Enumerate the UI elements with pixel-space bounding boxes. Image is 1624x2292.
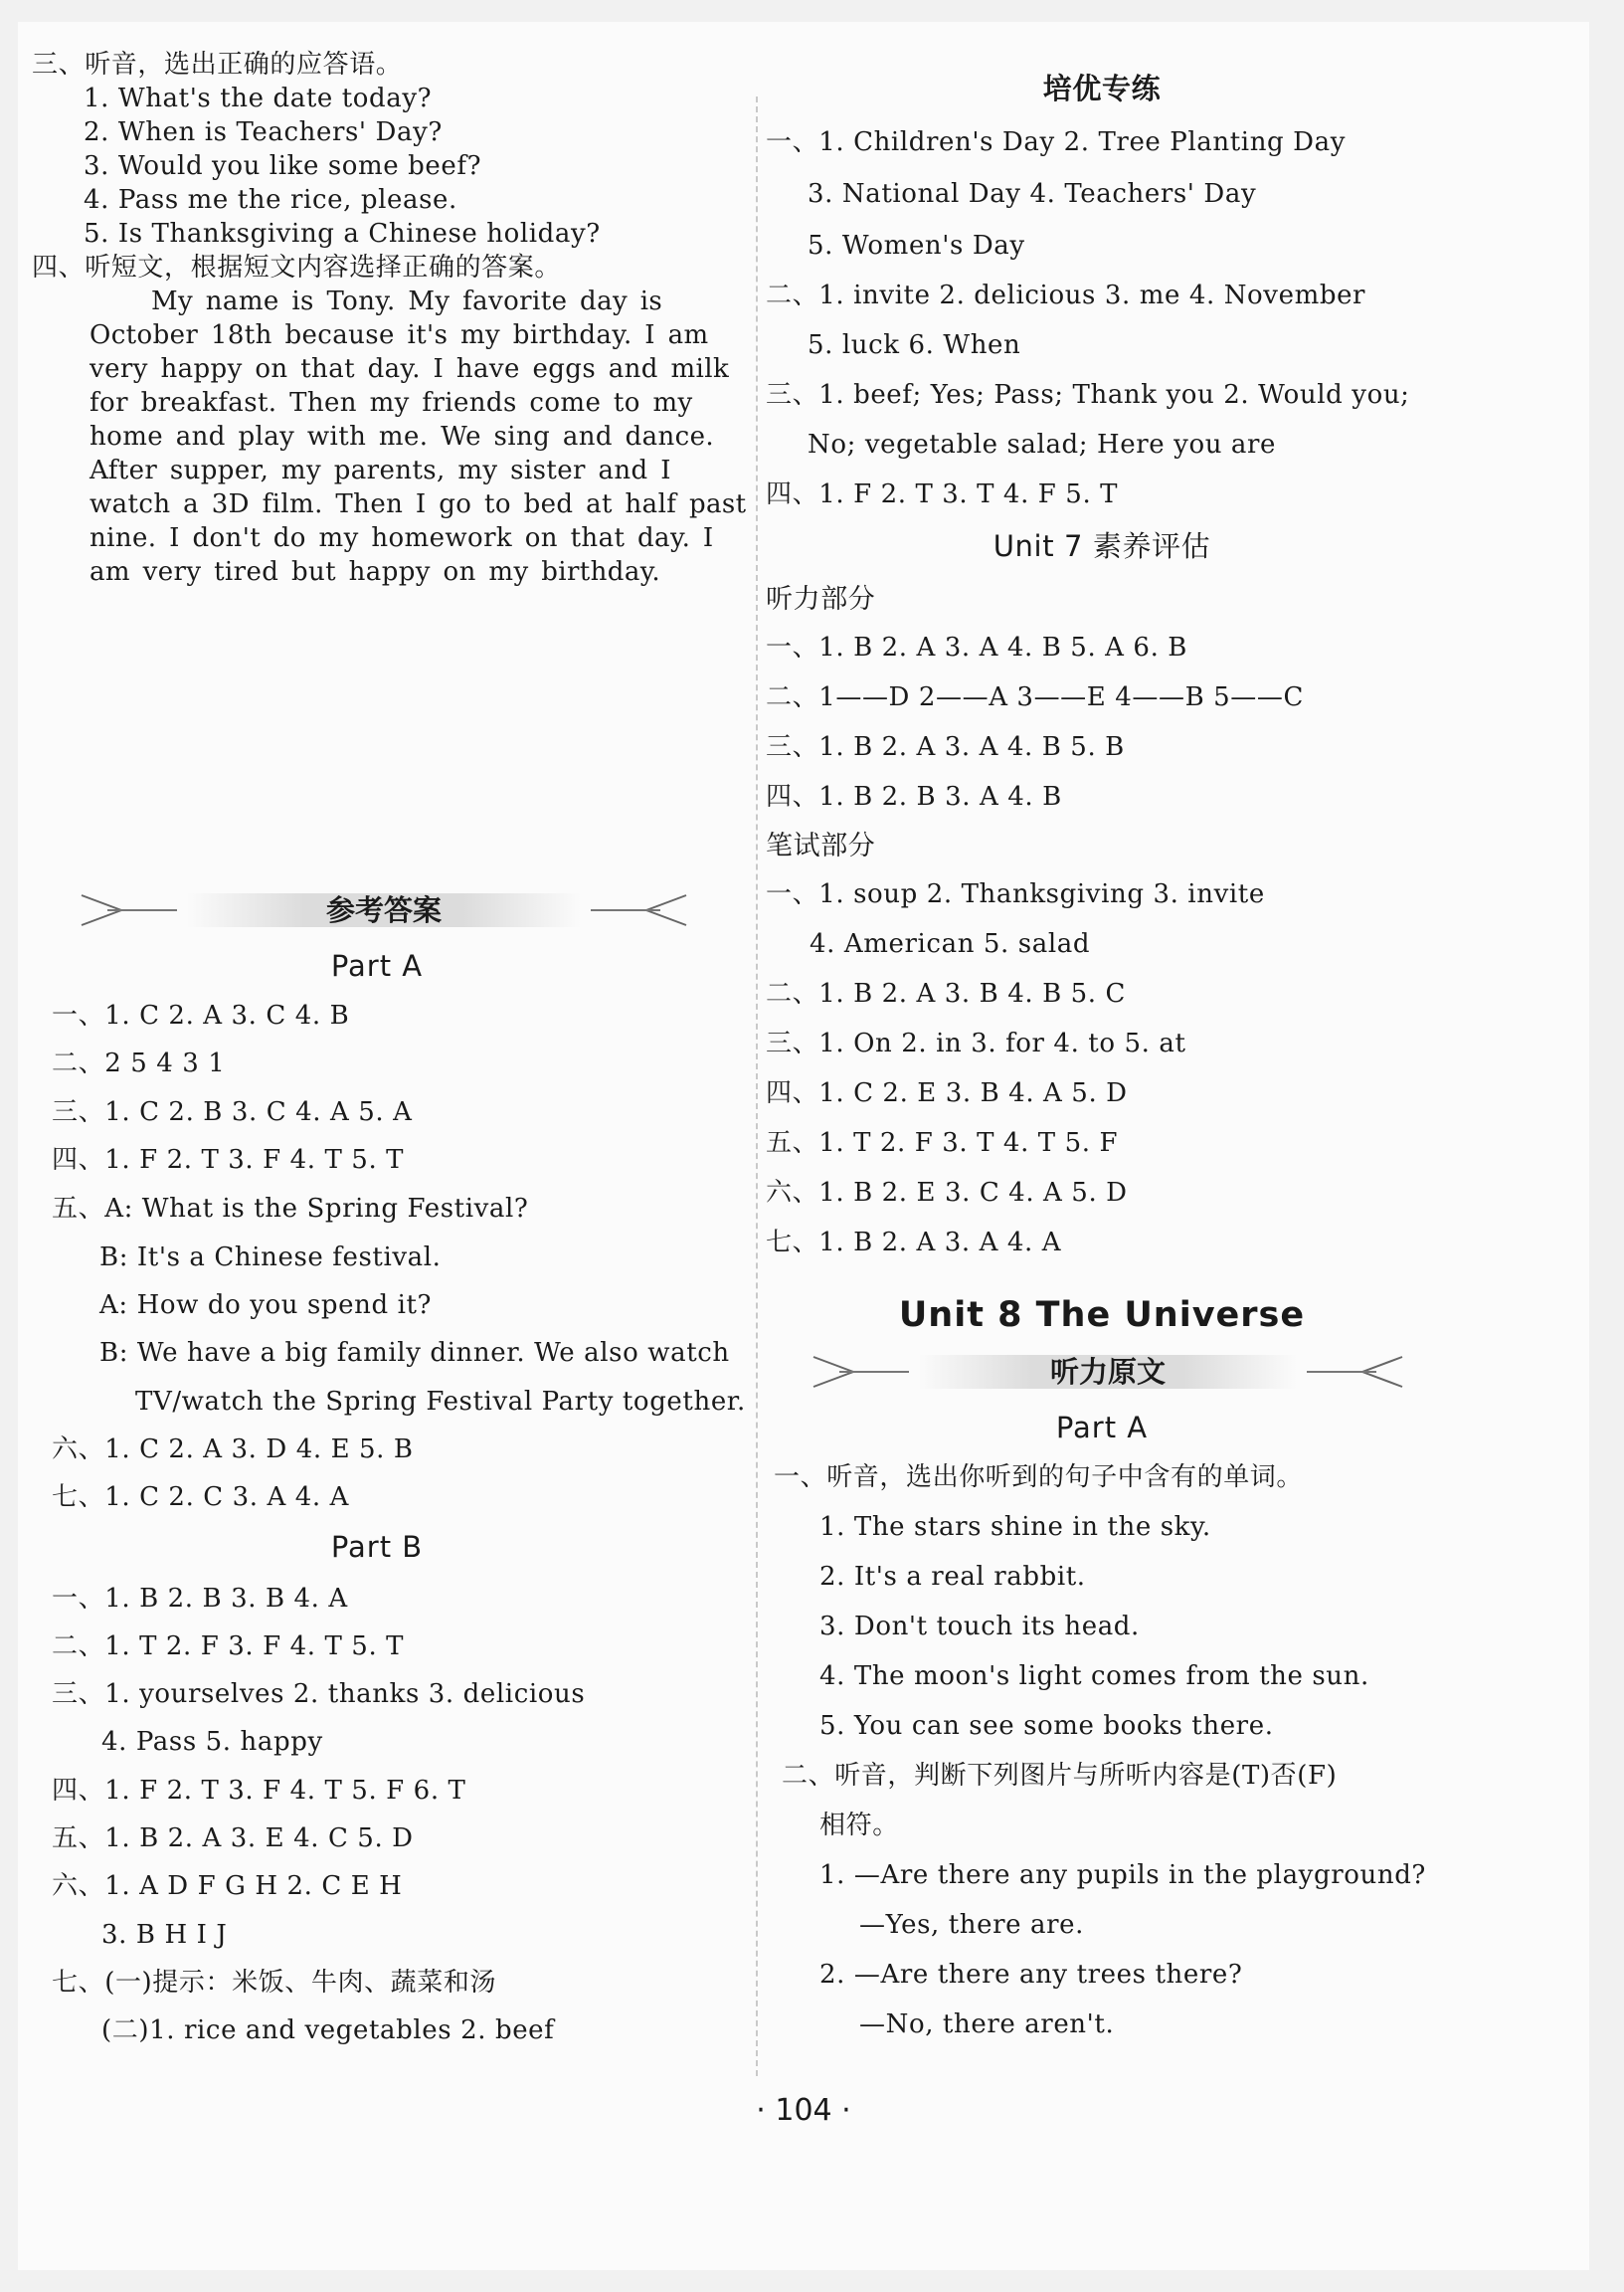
passage-line: watch a 3D film. Then I go to bed at half past [90,489,747,519]
answer-row: 5. Women's Day [808,231,1025,261]
answer-row: 六、1. C 2. A 3. D 4. E 5. B [52,1434,414,1464]
section-heading: 三、听音，选出正确的应答语。 [32,50,403,80]
listening-script-banner [810,1349,1406,1395]
answer-row: No; vegetable salad; Here you are [808,430,1277,460]
answer-row: 一、1. soup 2. Thanksgiving 3. invite [766,879,1265,909]
answer-row: 五、A: What is the Spring Festival? [52,1194,529,1224]
list-item: 1. What's the date today? [84,84,433,113]
passage-line: After supper, my parents, my sister and I [90,456,671,485]
passage-line: October 18th because it's my birthday. I am [90,320,709,350]
answer-row: 三、1. On 2. in 3. for 4. to 5. at [766,1029,1186,1058]
list-item: 2. —Are there any trees there? [819,1960,1243,1990]
answer-row: (二)1. rice and vegetables 2. beef [101,2015,555,2045]
section-heading: 四、听短文，根据短文内容选择正确的答案。 [32,253,562,283]
answer-row: TV/watch the Spring Festival Party together. [135,1387,746,1417]
answer-row: 一、1. C 2. A 3. C 4. B [52,1001,350,1031]
answer-row: 六、1. B 2. E 3. C 4. A 5. D [766,1178,1128,1208]
answer-row: 七、(一)提示：米饭、牛肉、蔬菜和汤 [52,1968,497,1998]
section-heading: 二、听音，判断下列图片与所听内容是(T)否(F) [782,1761,1338,1791]
answer-row: 4. American 5. salad [810,929,1091,959]
answer-row: 四、1. F 2. T 3. F 4. T 5. F 6. T [52,1776,466,1806]
list-item: —Yes, there are. [859,1910,1085,1940]
answer-row: 五、1. T 2. F 3. T 4. T 5. F [766,1128,1119,1158]
answer-page [18,22,1589,2270]
answer-row: 3. National Day 4. Teachers' Day [808,179,1257,209]
part-title: Part B [330,1530,424,1564]
answer-row: 二、1. T 2. F 3. F 4. T 5. T [52,1631,405,1661]
answer-row: 二、1. B 2. A 3. B 4. B 5. C [766,979,1127,1009]
answer-row: 四、1. C 2. E 3. B 4. A 5. D [766,1078,1128,1108]
list-item: 1. —Are there any pupils in the playground? [819,1860,1426,1890]
answers-banner [78,887,690,933]
page-number: · 104 · [756,2093,851,2128]
answer-row: 一、1. B 2. A 3. A 4. B 5. A 6. B [766,633,1187,663]
section-heading-cont: 相符。 [819,1811,899,1840]
answer-row: 三、1. yourselves 2. thanks 3. delicious [52,1679,586,1709]
list-item: 1. The stars shine in the sky. [819,1512,1211,1542]
banner-title: 参考答案 [325,893,442,927]
answer-row: 三、1. B 2. A 3. A 4. B 5. B [766,732,1125,762]
answer-row: 七、1. C 2. C 3. A 4. A [52,1482,350,1512]
answer-row: 七、1. B 2. A 3. A 4. A [766,1228,1062,1257]
banner-title: 听力原文 [1049,1355,1166,1389]
answer-row: 四、1. B 2. B 3. A 4. B [766,782,1062,812]
answer-row: 四、1. F 2. T 3. F 4. T 5. T [52,1145,405,1175]
answer-row: 三、1. beef; Yes; Pass; Thank you 2. Would you; [766,380,1410,410]
answer-row: 二、1——D 2——A 3——E 4——B 5——C [766,682,1304,712]
answer-row: 四、1. F 2. T 3. T 4. F 5. T [766,479,1119,509]
answer-row: 二、2 5 4 3 1 [52,1049,226,1078]
passage-line: very happy on that day. I have eggs and milk [90,354,730,384]
part-title: Part A [330,949,424,983]
unit-title: Unit 7 素养评估 [992,529,1211,563]
part-title: Part A [1055,1411,1149,1444]
list-item: 2. When is Teachers' Day? [84,117,443,147]
passage-line: nine. I don't do my homework on that day. I [90,523,714,553]
answer-row: 五、1. B 2. A 3. E 4. C 5. D [52,1823,414,1853]
subsection-label: 笔试部分 [766,831,876,861]
answer-row: 一、1. B 2. B 3. B 4. A [52,1584,348,1614]
answer-row: 5. luck 6. When [808,330,1021,360]
answer-row: 一、1. Children's Day 2. Tree Planting Day [766,127,1346,157]
answer-row: 4. Pass 5. happy [101,1727,323,1757]
answer-row: B: It's a Chinese festival. [99,1242,442,1272]
passage-line: My name is Tony. My favorite day is [151,286,663,316]
answer-row: B: We have a big family dinner. We also watch [99,1338,730,1368]
section-heading: 一、听音，选出你听到的句子中含有的单词。 [774,1462,1304,1492]
passage-line: home and play with me. We sing and dance. [90,422,715,452]
column-divider [756,96,758,2076]
subsection-label: 听力部分 [766,584,876,615]
answer-row: 六、1. A D F G H 2. C E H [52,1871,403,1901]
answer-row: 三、1. C 2. B 3. C 4. A 5. A [52,1097,413,1127]
list-item: —No, there aren't. [859,2009,1115,2039]
answer-row: A: How do you spend it? [99,1290,433,1320]
unit-title: Unit 8 The Universe [898,1295,1306,1335]
list-item: 3. Would you like some beef? [84,151,482,181]
list-item: 5. Is Thanksgiving a Chinese holiday? [84,219,601,249]
list-item: 4. The moon's light comes from the sun. [819,1661,1369,1691]
list-item: 5. You can see some books there. [819,1711,1274,1741]
answer-row: 二、1. invite 2. delicious 3. me 4. November [766,281,1366,310]
passage-line: for breakfast. Then my friends come to my [90,388,693,418]
list-item: 4. Pass me the rice, please. [84,185,457,215]
list-item: 2. It's a real rabbit. [819,1562,1086,1592]
answer-row: 3. B H I J [101,1920,228,1950]
passage-line: am very tired but happy on my birthday. [90,557,661,587]
section-title: 培优专练 [1042,72,1162,105]
list-item: 3. Don't touch its head. [819,1612,1140,1641]
